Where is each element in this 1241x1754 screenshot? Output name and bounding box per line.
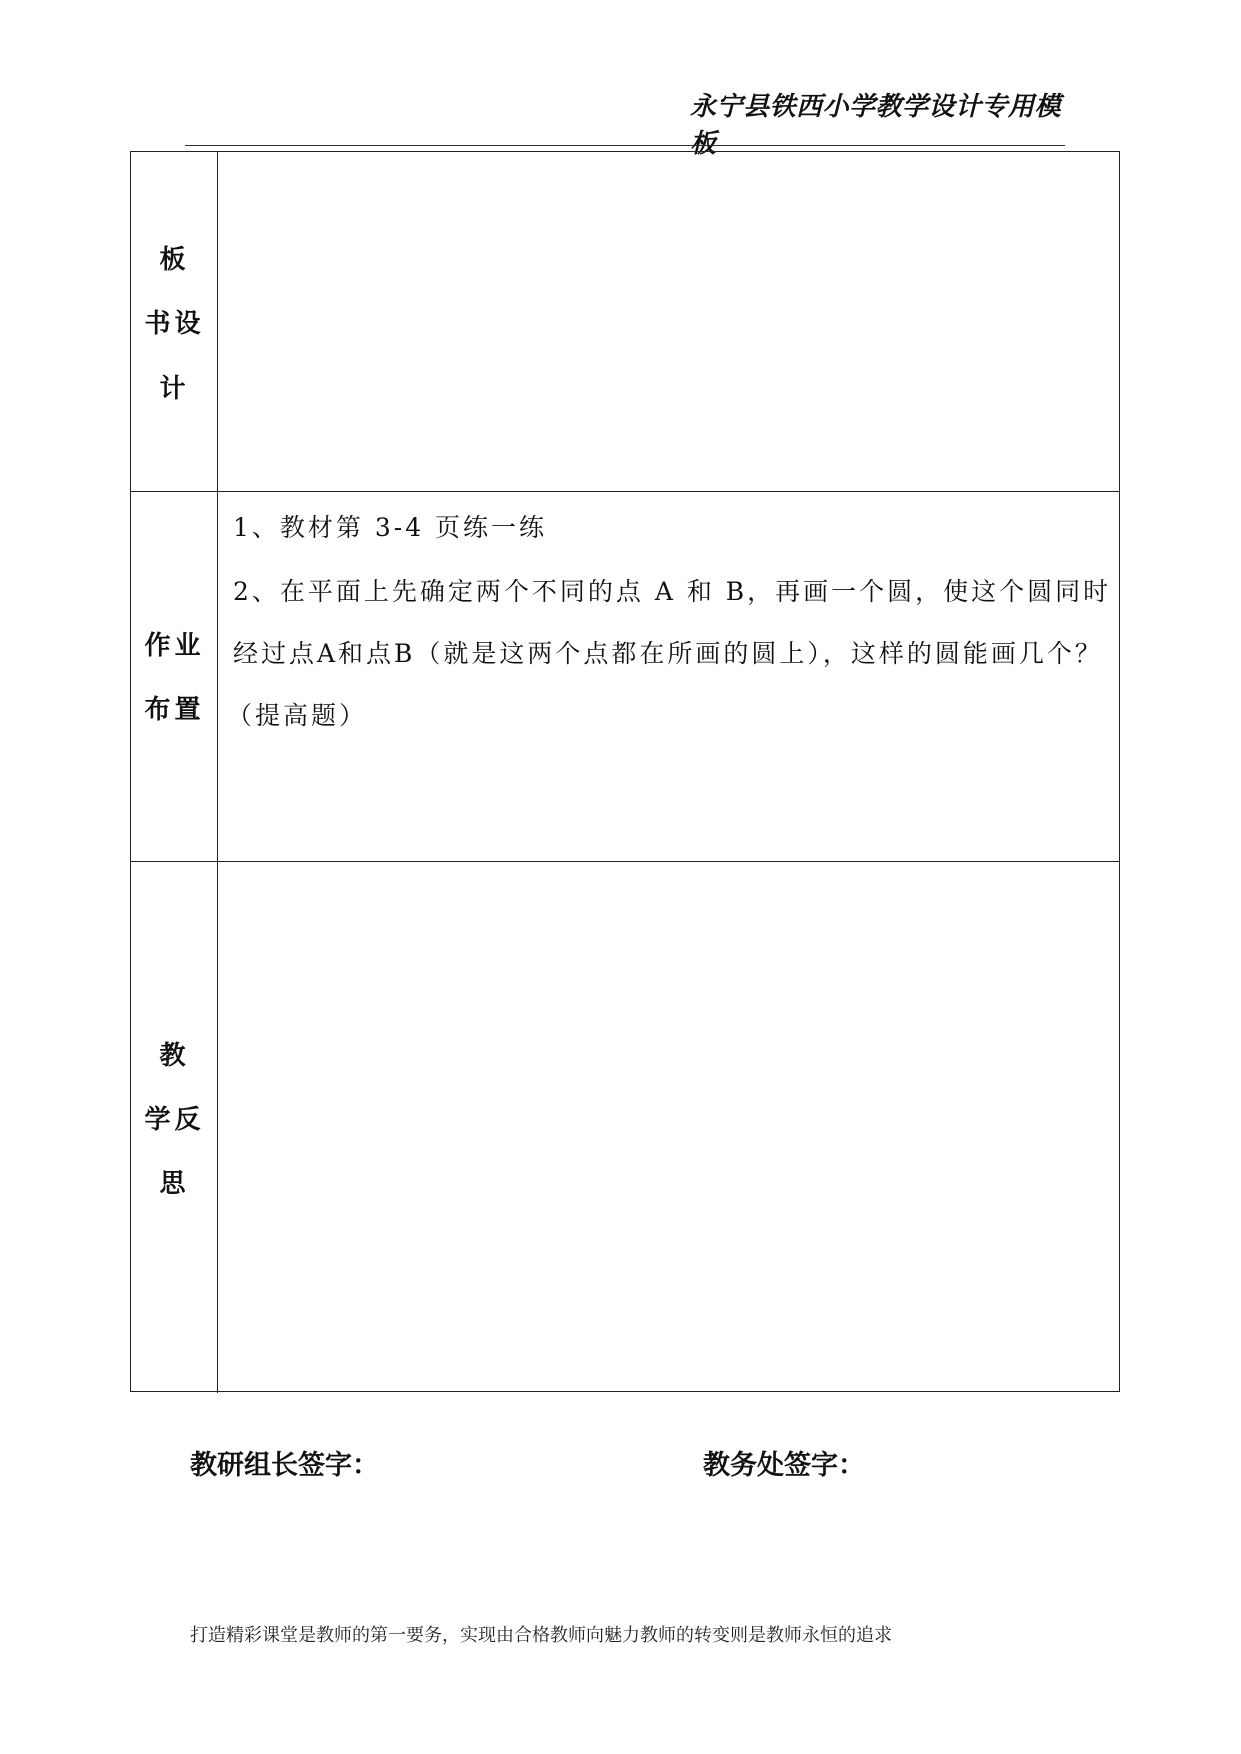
homework-line-1: 1、教材第 3-4 页练一练	[233, 513, 548, 542]
footer-motto: 打造精彩课堂是教师的第一要务，实现由合格教师向魅力教师的转变则是教师永恒的追求	[190, 1625, 892, 1646]
reflection-label-line-1: 教	[159, 1041, 190, 1071]
header-divider	[185, 145, 1065, 146]
homework-line-4: （提高题）	[227, 701, 368, 730]
homework-line-2: 2、在平面上先确定两个不同的点 A 和 B，再画一个圆，使这个圆同时	[233, 577, 1112, 606]
board-design-row	[131, 152, 1119, 492]
board-design-label-cell	[131, 152, 218, 491]
board-design-label-line-1: 板	[159, 245, 190, 275]
board-design-content[interactable]	[219, 152, 1119, 491]
reflection-label-line-2: 学反	[144, 1105, 205, 1135]
reflection-content[interactable]	[219, 862, 1119, 1393]
page-header-title: 永宁县铁西小学教学设计专用模板	[690, 92, 1062, 159]
homework-row	[131, 492, 1119, 862]
reflection-label-line-3: 思	[159, 1169, 190, 1199]
reflection-row	[131, 862, 1119, 1393]
homework-line-3: 经过点A和点B（就是这两个点都在所画的圆上），这样的圆能画几个？	[233, 639, 1103, 668]
homework-label-cell	[131, 492, 218, 861]
homework-content[interactable]	[219, 492, 1119, 861]
board-design-label-line-3: 计	[159, 374, 190, 404]
board-design-label-line-2: 书设	[144, 309, 205, 339]
group-leader-signature-label: 教研组长签字：	[190, 1450, 379, 1481]
homework-label-line-2: 布置	[144, 695, 205, 725]
homework-label-line-1: 作业	[144, 631, 205, 661]
lesson-plan-table	[130, 151, 1120, 1392]
academic-office-signature-label: 教务处签字：	[703, 1450, 865, 1481]
reflection-label-cell	[131, 862, 218, 1393]
